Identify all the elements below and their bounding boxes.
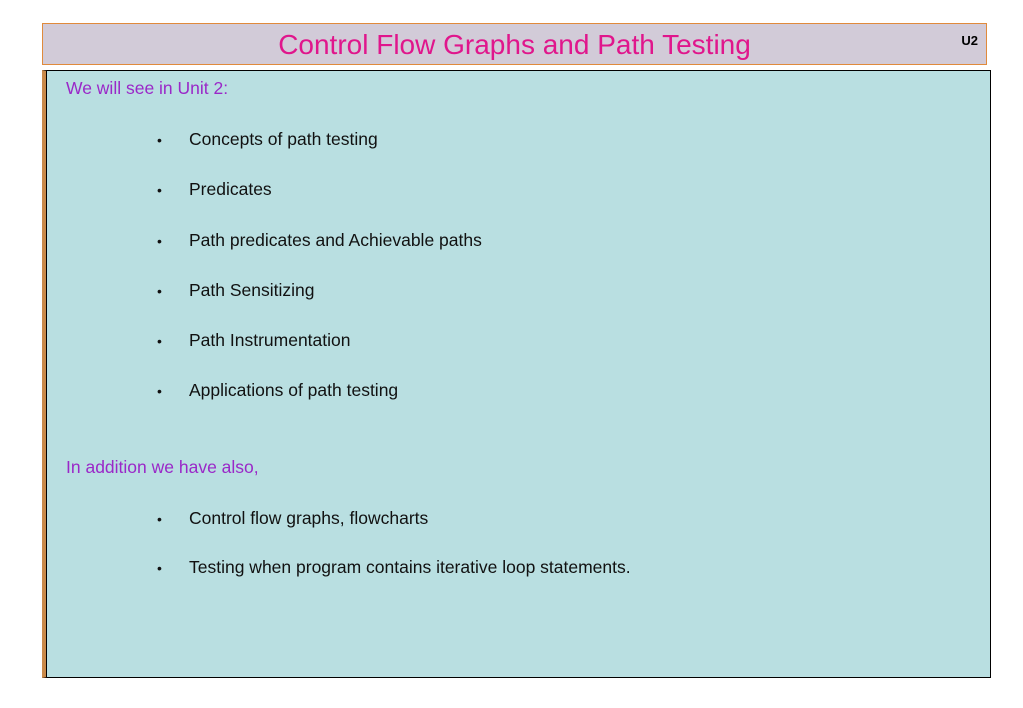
bullet-icon: • xyxy=(157,333,162,349)
list-item-text: Path Instrumentation xyxy=(189,330,351,350)
bullet-icon: • xyxy=(157,132,162,148)
list-item-text: Control flow graphs, flowcharts xyxy=(189,508,429,528)
list-item xyxy=(157,556,631,579)
bullet-icon: • xyxy=(157,511,162,527)
list-item xyxy=(157,507,428,530)
bullet-icon: • xyxy=(157,233,162,249)
list-item-text: Concepts of path testing xyxy=(189,129,378,149)
list-item-text: Path Sensitizing xyxy=(189,280,315,300)
list-item xyxy=(157,128,378,151)
slide-title: Control Flow Graphs and Path Testing xyxy=(278,29,751,60)
unit-code-label: U2 xyxy=(961,33,978,48)
list-item-text: Applications of path testing xyxy=(189,380,399,400)
bullet-icon: • xyxy=(157,283,162,299)
section-heading-additional-topics: In addition we have also, xyxy=(66,457,259,477)
section-heading-unit-topics: We will see in Unit 2: xyxy=(66,78,229,98)
bullet-icon: • xyxy=(157,383,162,399)
slide-title-bar xyxy=(42,23,987,65)
content-panel xyxy=(42,70,991,678)
list-item xyxy=(157,178,272,201)
list-item xyxy=(157,229,482,252)
bullet-icon: • xyxy=(157,182,162,198)
list-item xyxy=(157,379,398,402)
list-item xyxy=(157,329,350,352)
list-item-text: Predicates xyxy=(189,179,272,199)
bullet-icon: • xyxy=(157,560,162,576)
list-item-text: Testing when program contains iterative loop statements. xyxy=(189,557,631,577)
list-item xyxy=(157,279,315,302)
list-item-text: Path predicates and Achievable paths xyxy=(189,230,482,250)
